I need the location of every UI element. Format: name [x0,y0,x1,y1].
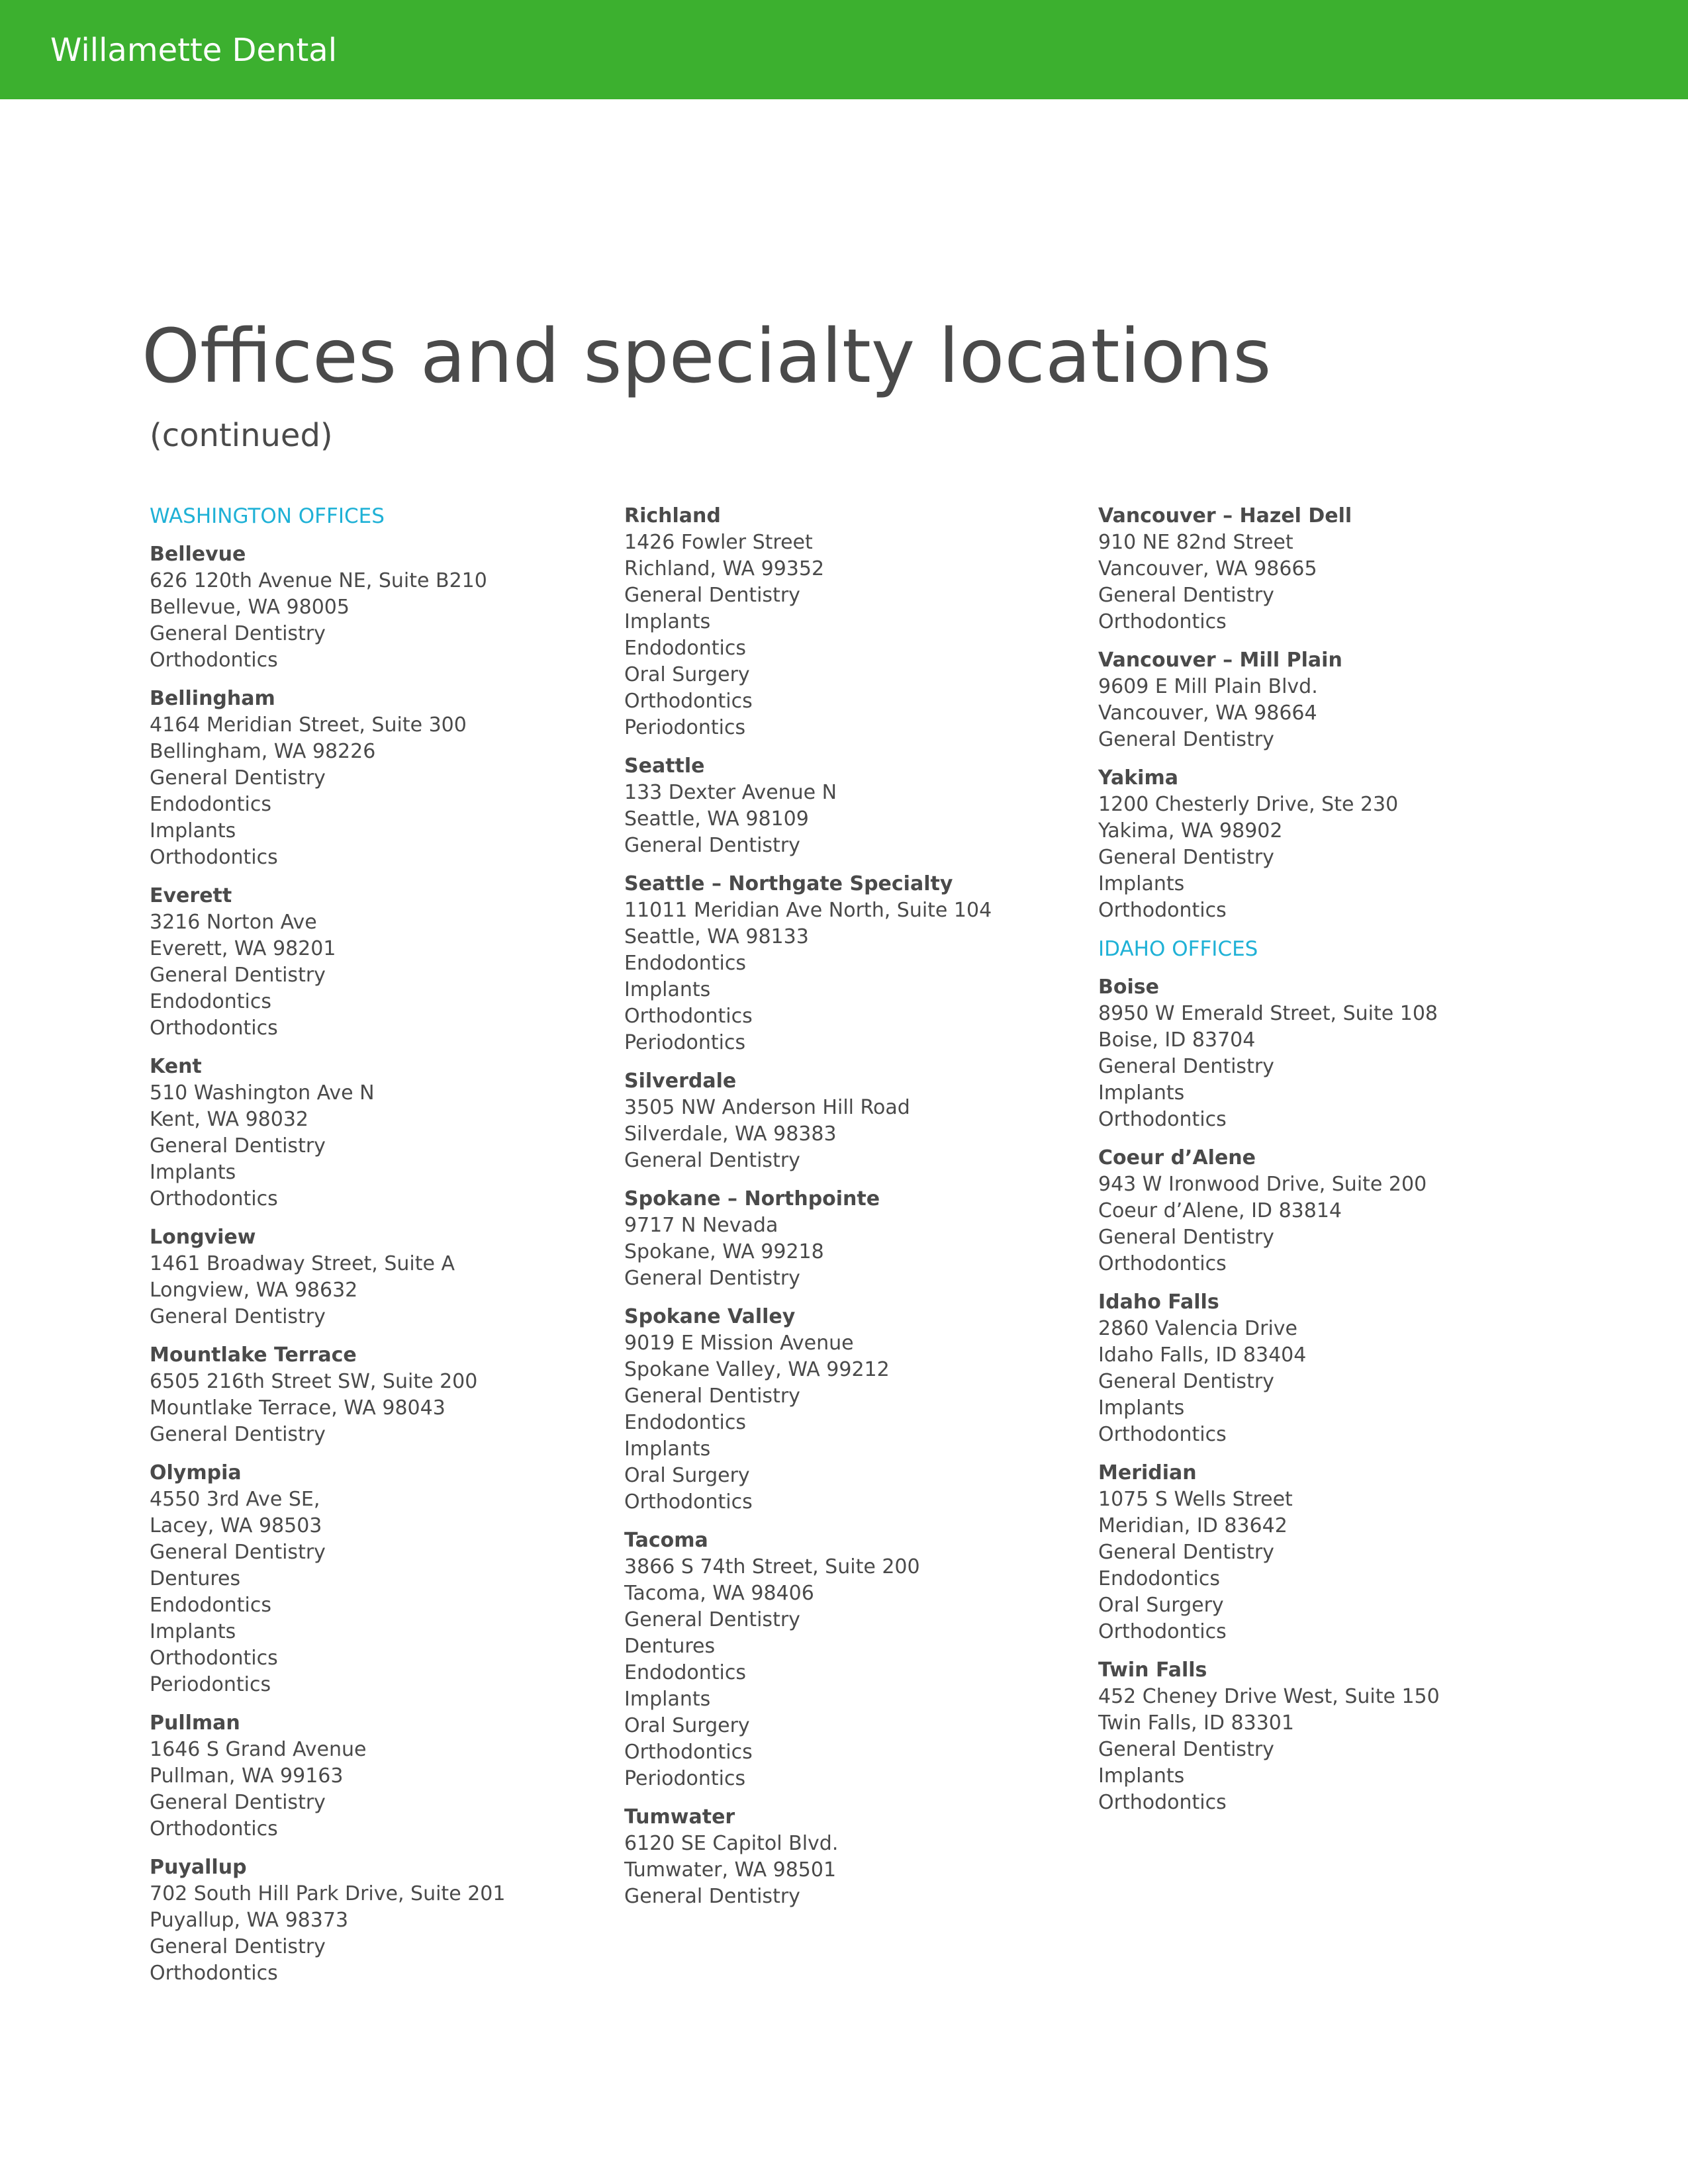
office-detail-line: Orthodontics [624,1005,753,1028]
office-detail-line: Orthodontics [150,1017,278,1040]
office-detail-line: Orthodontics [1098,610,1227,633]
office-boise [1098,974,1548,1133]
office-detail-line: General Dentistry [1098,1226,1274,1249]
office-detail-line: 626 120th Avenue NE, Suite B210 [150,569,487,592]
office-detail-line: 3866 S 74th Street, Suite 200 [624,1555,920,1578]
office-detail-line: Orthodontics [1098,1108,1227,1131]
office-twin-falls [1098,1657,1548,1816]
office-name: Silverdale [624,1069,737,1093]
office-name: Bellingham [150,687,275,710]
office-name: Spokane – Northpointe [624,1187,880,1210]
office-detail-line: 1075 S Wells Street [1098,1488,1293,1511]
office-detail-line: Implants [1098,872,1185,895]
office-detail-line: Endodontics [150,1594,271,1617]
office-detail-line: Richland, WA 99352 [624,557,825,580]
office-detail-line: Bellingham, WA 98226 [150,740,376,763]
office-detail-line: Spokane Valley, WA 99212 [624,1358,890,1381]
office-detail-line: Puyallup, WA 98373 [150,1909,349,1932]
office-detail-line: Boise, ID 83704 [1098,1028,1256,1052]
office-detail-line: Spokane, WA 99218 [624,1240,824,1263]
office-tacoma [624,1527,1074,1792]
office-detail-line: Seattle, WA 98109 [624,807,809,831]
office-spokane-valley [624,1304,1074,1516]
office-detail-line: General Dentistry [150,1134,326,1158]
office-detail-line: 6120 SE Capitol Blvd. [624,1832,839,1855]
office-detail-line: Orthodontics [150,1962,278,1985]
office-detail-line: Oral Surgery [624,1464,750,1487]
office-detail-line: Yakima, WA 98902 [1098,819,1283,842]
office-idaho-falls [1098,1289,1548,1448]
office-detail-line: General Dentistry [1098,1738,1274,1761]
office-name: Puyallup [150,1856,247,1879]
office-detail-line: Periodontics [624,1767,746,1790]
office-detail-line: 510 Washington Ave N [150,1081,375,1105]
office-name: Seattle – Northgate Specialty [624,872,953,895]
office-meridian [1098,1460,1548,1645]
office-kent [150,1054,600,1212]
office-detail-line: Implants [150,819,236,842]
office-name: Mountlake Terrace [150,1343,357,1367]
office-detail-line: General Dentistry [624,1385,800,1408]
office-name: Twin Falls [1098,1659,1207,1682]
office-detail-line: Oral Surgery [1098,1594,1224,1617]
office-detail-line: 943 W Ironwood Drive, Suite 200 [1098,1173,1427,1196]
office-detail-line: 8950 W Emerald Street, Suite 108 [1098,1002,1438,1025]
office-detail-line: Longview, WA 98632 [150,1279,358,1302]
office-detail-line: Mountlake Terrace, WA 98043 [150,1396,445,1420]
office-name: Pullman [150,1711,240,1735]
office-detail-line: 910 NE 82nd Street [1098,531,1293,554]
office-detail-line: Implants [624,1688,711,1711]
office-detail-line: Periodontics [624,716,746,739]
office-detail-line: Implants [150,1620,236,1643]
office-detail-line: Idaho Falls, ID 83404 [1098,1343,1307,1367]
office-name: Olympia [150,1461,242,1484]
office-detail-line: General Dentistry [150,964,326,987]
office-detail-line: 3216 Norton Ave [150,911,317,934]
office-detail-line: 133 Dexter Avenue N [624,781,837,804]
office-name: Spokane Valley [624,1305,796,1328]
office-detail-line: General Dentistry [1098,846,1274,869]
office-detail-line: General Dentistry [1098,728,1274,751]
office-detail-line: 1646 S Grand Avenue [150,1738,367,1761]
office-detail-line: Endodontics [624,1411,746,1434]
office-detail-line: Orthodontics [624,1490,753,1514]
office-detail-line: Implants [1098,1396,1185,1420]
office-detail-line: Orthodontics [1098,1423,1227,1446]
office-detail-line: Dentures [624,1635,716,1658]
office-detail-line: General Dentistry [150,1791,326,1814]
office-detail-line: Implants [624,978,711,1001]
office-detail-line: Pullman, WA 99163 [150,1764,344,1788]
office-name: Vancouver – Mill Plain [1098,649,1342,672]
office-detail-line: Periodontics [150,1673,271,1696]
office-detail-line: 1426 Fowler Street [624,531,813,554]
office-detail-line: Lacey, WA 98503 [150,1514,322,1537]
office-detail-line: General Dentistry [1098,1541,1274,1564]
office-detail-line: Orthodontics [1098,1620,1227,1643]
office-name: Boise [1098,976,1159,999]
page-title: Offices and specialty locations [142,314,1272,400]
office-detail-line: Vancouver, WA 98664 [1098,702,1317,725]
office-detail-line: General Dentistry [150,766,326,790]
office-detail-line: Orthodontics [150,1817,278,1841]
office-detail-line: Periodontics [624,1031,746,1054]
office-detail-line: General Dentistry [150,622,326,645]
locations-column-3 [1098,503,1548,1828]
office-detail-line: Endodontics [624,637,746,660]
office-name: Vancouver – Hazel Dell [1098,504,1352,527]
office-name: Everett [150,884,232,907]
office-detail-line: Endodontics [150,793,271,816]
office-detail-line: 702 South Hill Park Drive, Suite 201 [150,1882,506,1905]
office-detail-line: Implants [624,610,711,633]
office-detail-line: Seattle, WA 98133 [624,925,809,948]
office-detail-line: Orthodontics [1098,1791,1227,1814]
section-heading-idaho-offices: IDAHO OFFICES [1098,937,1258,961]
office-seattle-northgate-specialty [624,871,1074,1056]
office-detail-line: General Dentistry [150,1541,326,1564]
office-name: Idaho Falls [1098,1291,1219,1314]
office-name: Tumwater [624,1805,735,1829]
office-detail-line: Tumwater, WA 98501 [624,1858,837,1882]
office-detail-line: Oral Surgery [624,1714,750,1737]
office-yakima [1098,765,1548,924]
office-detail-line: General Dentistry [1098,1370,1274,1393]
office-everett [150,883,600,1042]
office-detail-line: General Dentistry [624,1608,800,1631]
office-detail-line: Implants [1098,1764,1185,1788]
office-detail-line: General Dentistry [150,1935,326,1958]
office-detail-line: Implants [624,1437,711,1461]
header-bar [0,0,1688,99]
office-coeur-d-alene [1098,1145,1548,1277]
office-detail-line: 1461 Broadway Street, Suite A [150,1252,455,1275]
office-detail-line: General Dentistry [1098,1055,1274,1078]
office-detail-line: General Dentistry [1098,584,1274,607]
office-detail-line: Oral Surgery [624,663,750,686]
office-longview [150,1224,600,1330]
office-name: Kent [150,1055,202,1078]
office-mountlake-terrace [150,1342,600,1448]
office-detail-line: Orthodontics [624,690,753,713]
office-detail-line: 9019 E Mission Avenue [624,1332,854,1355]
office-detail-line: Twin Falls, ID 83301 [1098,1711,1294,1735]
office-detail-line: Endodontics [1098,1567,1220,1590]
office-detail-line: Meridian, ID 83642 [1098,1514,1288,1537]
office-detail-line: Orthodontics [150,846,278,869]
office-detail-line: 4550 3rd Ave SE, [150,1488,320,1511]
office-puyallup [150,1854,600,1987]
office-detail-line: Tacoma, WA 98406 [624,1582,814,1605]
section-heading-washington-offices: WASHINGTON OFFICES [150,504,385,528]
office-detail-line: 11011 Meridian Ave North, Suite 104 [624,899,992,922]
office-detail-line: 9717 N Nevada [624,1214,778,1237]
locations-column-1 [150,503,600,1999]
office-detail-line: General Dentistry [624,584,800,607]
office-detail-line: Endodontics [624,952,746,975]
office-detail-line: 3505 NW Anderson Hill Road [624,1096,910,1119]
office-name: Meridian [1098,1461,1197,1484]
office-vancouver-hazel-dell [1098,503,1548,635]
office-olympia [150,1460,600,1698]
office-detail-line: Everett, WA 98201 [150,937,336,960]
office-detail-line: 1200 Chesterly Drive, Ste 230 [1098,793,1399,816]
office-name: Seattle [624,754,705,778]
office-vancouver-mill-plain [1098,647,1548,753]
page-subtitle: (continued) [150,417,333,454]
office-detail-line: Orthodontics [624,1741,753,1764]
office-detail-line: 2860 Valencia Drive [1098,1317,1297,1340]
office-bellevue [150,541,600,674]
office-name: Richland [624,504,721,527]
office-detail-line: 4164 Meridian Street, Suite 300 [150,713,467,737]
office-detail-line: Coeur d’Alene, ID 83814 [1098,1199,1342,1222]
office-name: Longview [150,1226,256,1249]
office-detail-line: Orthodontics [150,1187,278,1210]
office-detail-line: General Dentistry [624,1149,800,1172]
office-detail-line: Orthodontics [150,1647,278,1670]
office-tumwater [624,1804,1074,1910]
office-detail-line: 6505 216th Street SW, Suite 200 [150,1370,478,1393]
office-detail-line: Implants [1098,1081,1185,1105]
office-detail-line: Vancouver, WA 98665 [1098,557,1317,580]
office-name: Tacoma [624,1529,708,1552]
office-bellingham [150,686,600,871]
office-silverdale [624,1068,1074,1174]
office-name: Bellevue [150,543,246,566]
office-detail-line: Implants [150,1161,236,1184]
office-detail-line: Kent, WA 98032 [150,1108,308,1131]
office-detail-line: General Dentistry [150,1305,326,1328]
office-detail-line: General Dentistry [624,1267,800,1290]
office-detail-line: Endodontics [624,1661,746,1684]
office-detail-line: Bellevue, WA 98005 [150,596,350,619]
office-detail-line: General Dentistry [150,1423,326,1446]
brand-name: Willamette Dental [50,32,338,69]
office-name: Coeur d’Alene [1098,1146,1256,1169]
office-seattle [624,753,1074,859]
office-detail-line: Orthodontics [1098,1252,1227,1275]
office-detail-line: Silverdale, WA 98383 [624,1122,837,1146]
office-detail-line: General Dentistry [624,834,800,857]
locations-column-2 [624,503,1074,1922]
office-detail-line: Endodontics [150,990,271,1013]
office-pullman [150,1710,600,1843]
office-detail-line: Dentures [150,1567,241,1590]
office-richland [624,503,1074,741]
office-detail-line: Orthodontics [150,649,278,672]
office-name: Yakima [1098,766,1178,790]
office-detail-line: Orthodontics [1098,899,1227,922]
office-detail-line: General Dentistry [624,1885,800,1908]
office-detail-line: 9609 E Mill Plain Blvd. [1098,675,1318,698]
office-detail-line: 452 Cheney Drive West, Suite 150 [1098,1685,1440,1708]
office-spokane-northpointe [624,1186,1074,1292]
